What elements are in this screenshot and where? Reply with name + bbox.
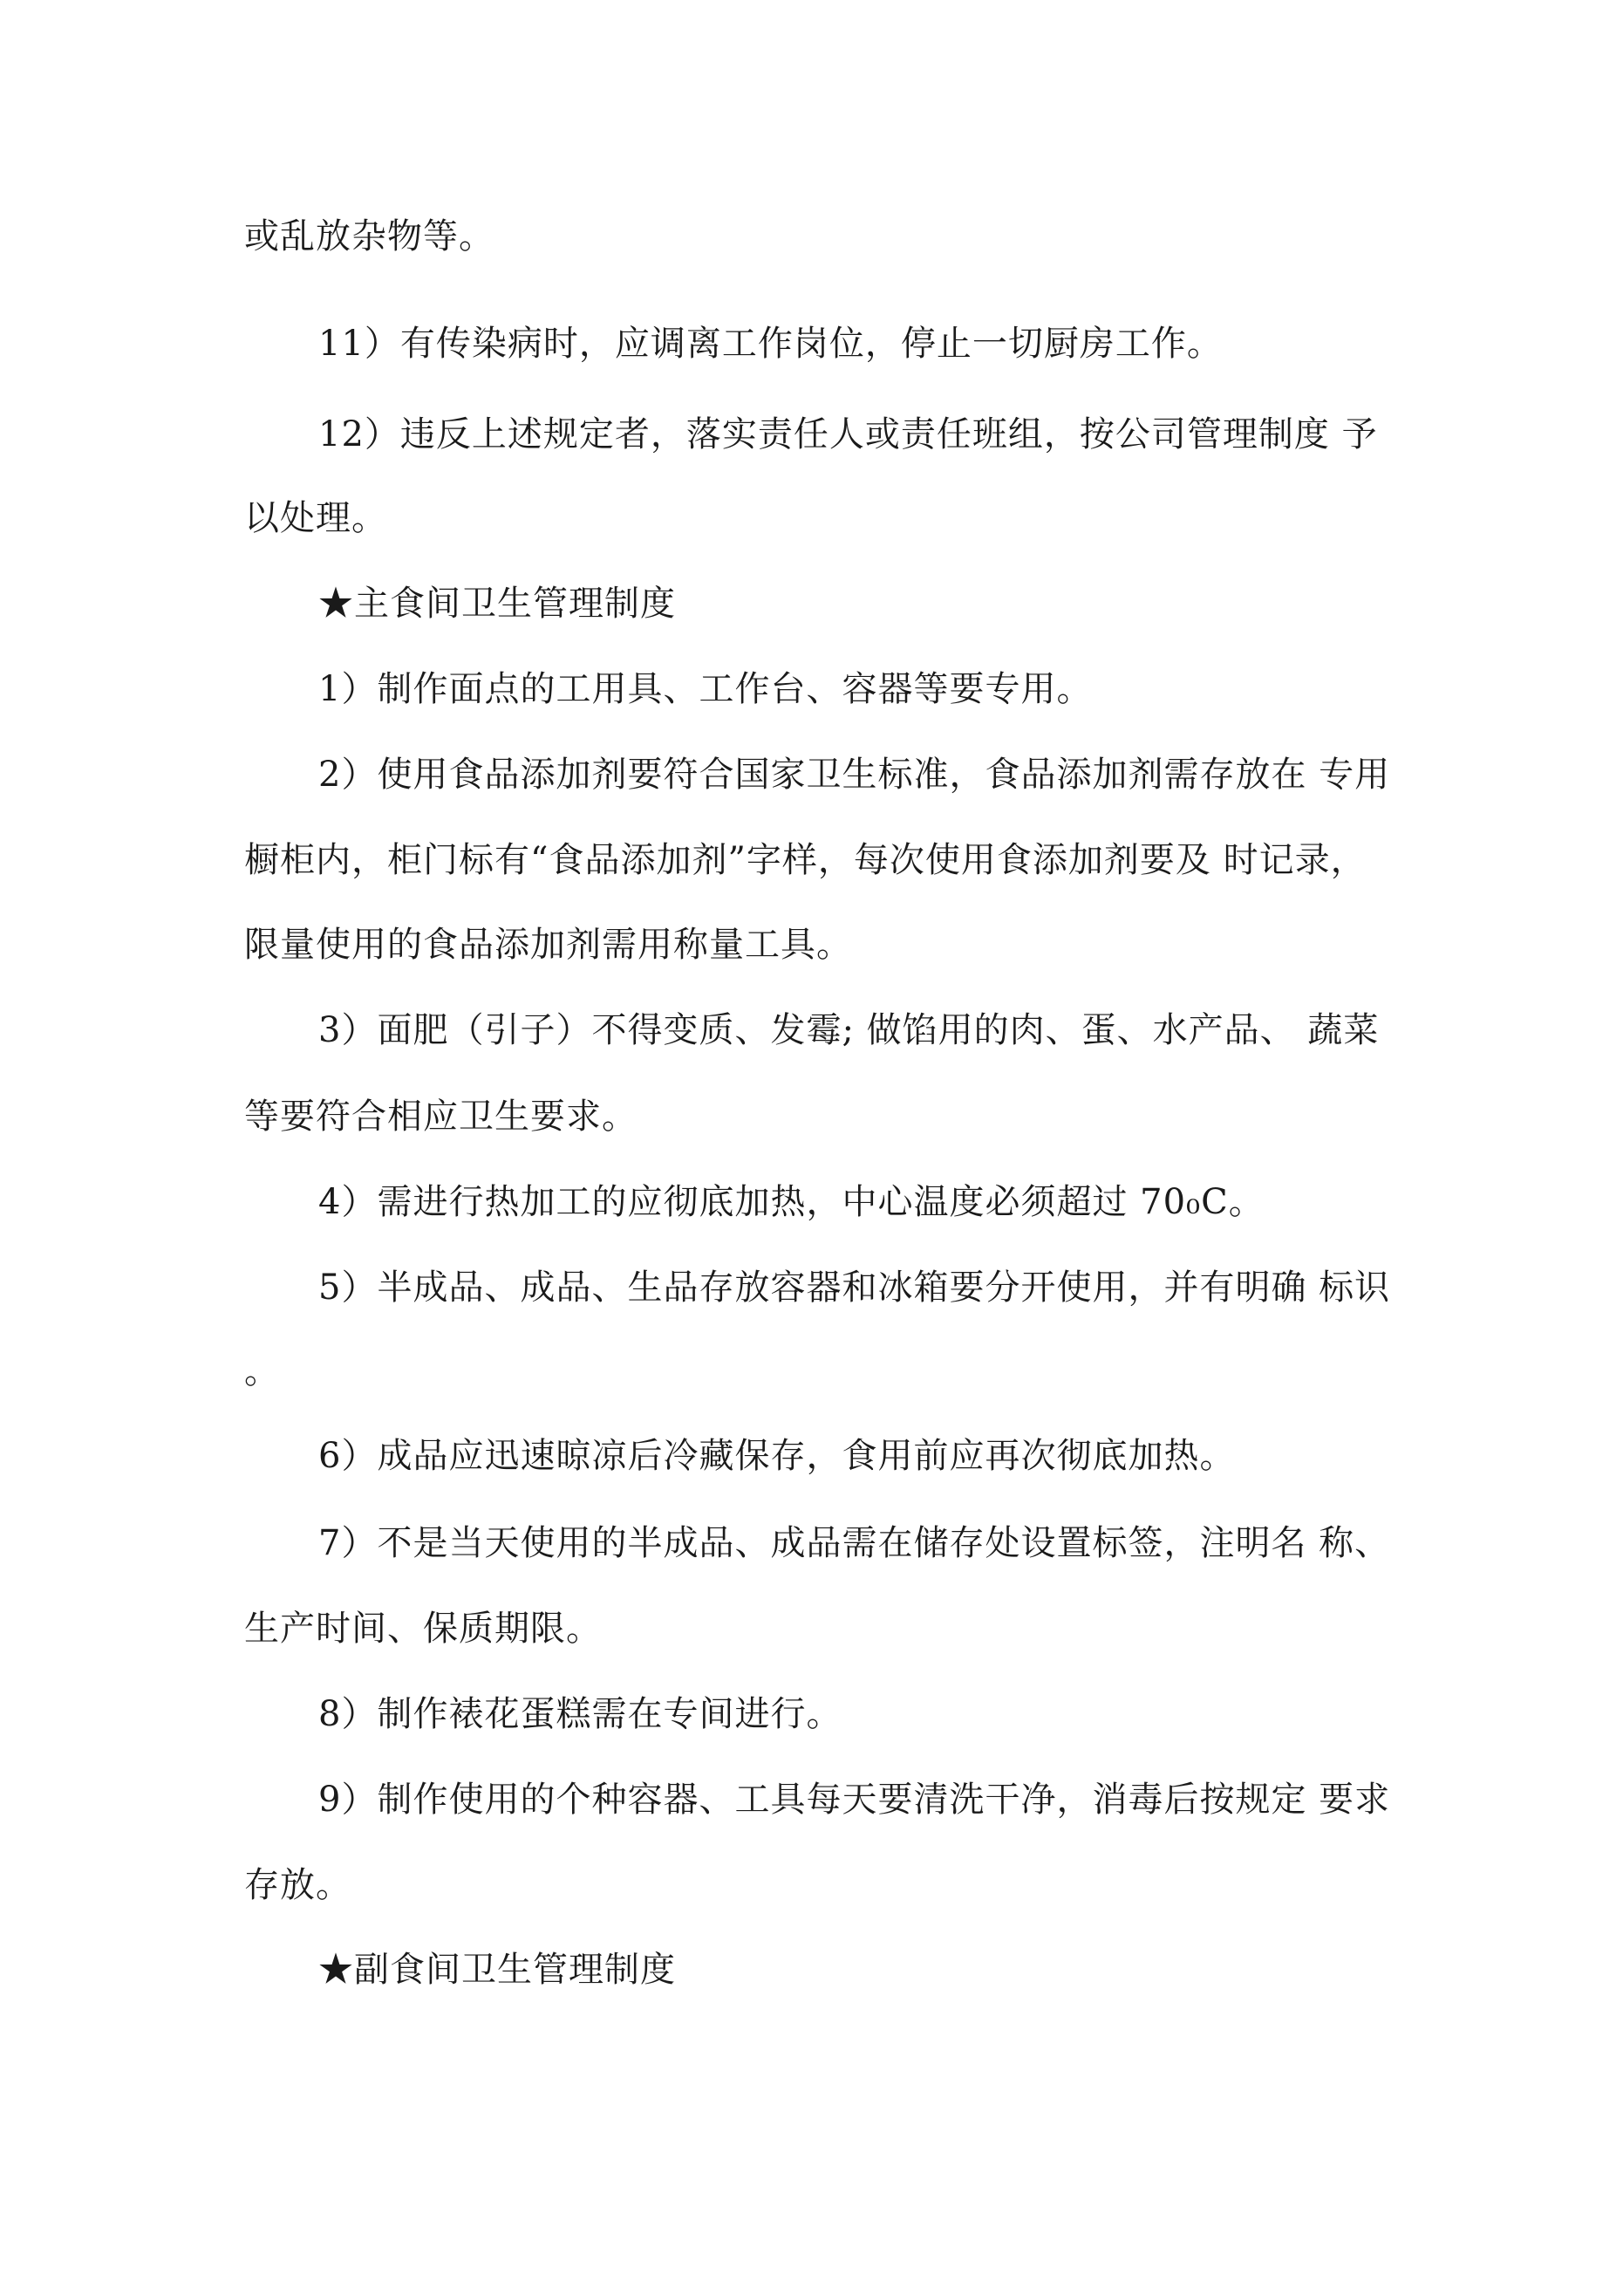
- paragraph-line: 4）需进行热加工的应彻底加热，中心温度必须超过 70₀C。: [318, 1182, 1265, 1222]
- paragraph-line: 3）面肥（引子）不得变质、发霉; 做馅用的肉、蛋、水产品、 蔬菜: [318, 1010, 1380, 1050]
- paragraph-line: 12）违反上述规定者，落实责任人或责任班组，按公司管理制度 予: [318, 414, 1378, 454]
- section-heading: ★主食间卫生管理制度: [318, 584, 676, 624]
- paragraph-line: 。: [244, 1351, 280, 1391]
- paragraph-line: 橱柜内，柜门标有“食品添加剂”字样，每次使用食添加剂要及 时记录，: [244, 840, 1367, 880]
- paragraph-line: 2）使用食品添加剂要符合国家卫生标准，食品添加剂需存放在 专用: [318, 755, 1391, 795]
- paragraph-line: 存放。: [244, 1865, 351, 1905]
- paragraph-line: 生产时间、保质期限。: [244, 1609, 602, 1649]
- paragraph-line: 6）成品应迅速晾凉后冷藏保存，食用前应再次彻底加热。: [318, 1436, 1236, 1476]
- paragraph-line: 8）制作裱花蛋糕需在专间进行。: [318, 1694, 842, 1734]
- paragraph-line: 或乱放杂物等。: [244, 216, 494, 256]
- paragraph-line: 等要符合相应卫生要求。: [244, 1097, 638, 1137]
- paragraph-line: 以处理。: [244, 498, 387, 538]
- paragraph-line: 11）有传染病时，应调离工作岗位，停止一切厨房工作。: [318, 324, 1223, 364]
- paragraph-line: 限量使用的食品添加剂需用称量工具。: [244, 925, 852, 965]
- paragraph-line: 7）不是当天使用的半成品、成品需在储存处设置标签，注明名 称、: [318, 1523, 1391, 1563]
- paragraph-line: 5）半成品、成品、生品存放容器和冰箱要分开使用，并有明确 标识: [318, 1268, 1391, 1308]
- paragraph-line: 1）制作面点的工用具、工作台、容器等要专用。: [318, 669, 1093, 709]
- paragraph-line: 9）制作使用的个种容器、工具每天要清洗干净，消毒后按规定 要求: [318, 1780, 1391, 1820]
- section-heading: ★副食间卫生管理制度: [318, 1950, 676, 1990]
